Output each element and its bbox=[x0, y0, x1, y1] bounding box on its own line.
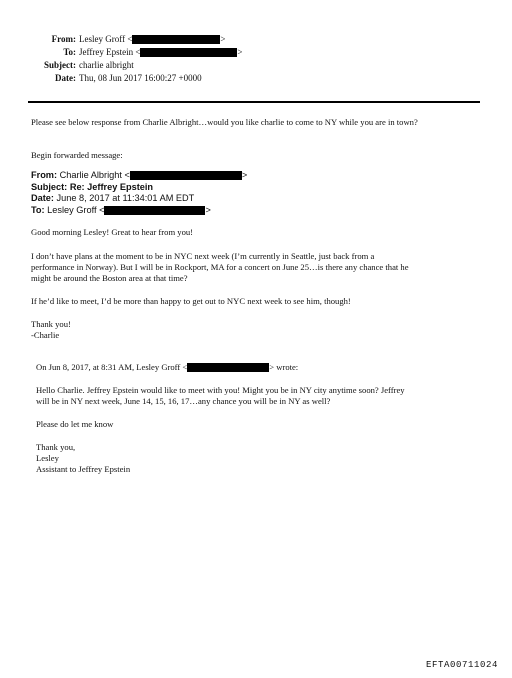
header-from-label: From: bbox=[51, 34, 76, 44]
forwarded-to-row bbox=[31, 205, 247, 217]
header-from-row bbox=[28, 33, 288, 46]
quoted-attribution-prefix: On Jun 8, 2017, at 8:31 AM, Lesley Groff < bbox=[36, 362, 188, 372]
forwarded-subject-label: Subject: bbox=[31, 181, 68, 192]
quoted-signoff: Thank you, bbox=[36, 442, 76, 452]
document-id: EFTA00711024 bbox=[425, 660, 498, 670]
email-header bbox=[28, 33, 288, 85]
forwarded-to-name: Lesley Groff < bbox=[47, 204, 105, 215]
forwarded-subject-value: Re: Jeffrey Epstein bbox=[69, 181, 154, 192]
redaction-bar bbox=[187, 363, 269, 372]
quoted-line: will be in NY next week, June 14, 15, 16, 17…any chance you will be in NY as well? bbox=[36, 396, 331, 406]
redaction-bar bbox=[104, 206, 205, 215]
forwarded-header bbox=[31, 170, 247, 216]
header-to-label: To: bbox=[63, 47, 76, 57]
header-from-close: > bbox=[220, 34, 226, 44]
header-date-row bbox=[28, 72, 288, 85]
reply-greeting: Good morning Lesley! Great to hear from you! bbox=[31, 227, 194, 237]
reply-paragraph-line: performance in Norway). But I will be in Rockport, MA for a concert on June 25…is there any chance that he bbox=[31, 262, 409, 272]
reply-signature: -Charlie bbox=[31, 330, 60, 340]
forwarded-from-name: Charlie Albright < bbox=[59, 170, 130, 180]
quoted-name: Lesley bbox=[36, 453, 59, 463]
forwarded-date-label: Date: bbox=[31, 193, 54, 203]
forwarded-label: Begin forwarded message: bbox=[31, 150, 123, 160]
quoted-line: Please do let me know bbox=[36, 419, 114, 429]
header-date-value: Thu, 08 Jun 2017 16:00:27 +0000 bbox=[79, 73, 202, 83]
forwarded-from-row bbox=[31, 170, 247, 182]
quoted-title: Assistant to Jeffrey Epstein bbox=[36, 464, 131, 474]
header-subject-value: charlie albright bbox=[79, 60, 134, 70]
header-from-name: Lesley Groff < bbox=[79, 34, 133, 44]
forwarded-from-close: > bbox=[241, 170, 248, 180]
quoted-attribution bbox=[36, 362, 298, 373]
quoted-attribution-suffix: > wrote: bbox=[269, 362, 299, 372]
reply-signoff: Thank you! bbox=[31, 319, 71, 329]
redaction-bar bbox=[130, 171, 242, 180]
header-subject-label: Subject: bbox=[44, 60, 76, 70]
forwarded-date-row bbox=[31, 193, 247, 205]
forwarded-to-label: To: bbox=[31, 204, 45, 215]
header-divider bbox=[28, 101, 480, 103]
header-to-name: Jeffrey Epstein < bbox=[79, 47, 141, 57]
reply-paragraph: If he’d like to meet, I’d be more than happy to get out to NYC next week to see him, though! bbox=[31, 296, 351, 306]
header-to-close: > bbox=[237, 47, 243, 57]
intro-text: Please see below response from Charlie Albright…would you like charlie to come to NY while you are in town? bbox=[31, 117, 418, 127]
header-date-label: Date: bbox=[55, 73, 76, 83]
forwarded-subject-row bbox=[31, 182, 247, 194]
forwarded-date-value: June 8, 2017 at 11:34:01 AM EDT bbox=[56, 193, 195, 203]
redaction-bar bbox=[140, 48, 237, 57]
redaction-bar bbox=[132, 35, 220, 44]
reply-paragraph-line: might be around the Boston area at that time? bbox=[31, 273, 188, 283]
header-subject-row bbox=[28, 59, 288, 72]
quoted-line: Hello Charlie. Jeffrey Epstein would like to meet with you! Might you be in NY city anytime soon? Jeffrey bbox=[36, 385, 405, 395]
forwarded-from-label: From: bbox=[31, 170, 58, 180]
forwarded-to-close: > bbox=[205, 204, 211, 215]
header-to-row bbox=[28, 46, 288, 59]
reply-paragraph-line: I don’t have plans at the moment to be in NYC next week (I’m currently in Seattle, just back from a bbox=[31, 251, 375, 261]
